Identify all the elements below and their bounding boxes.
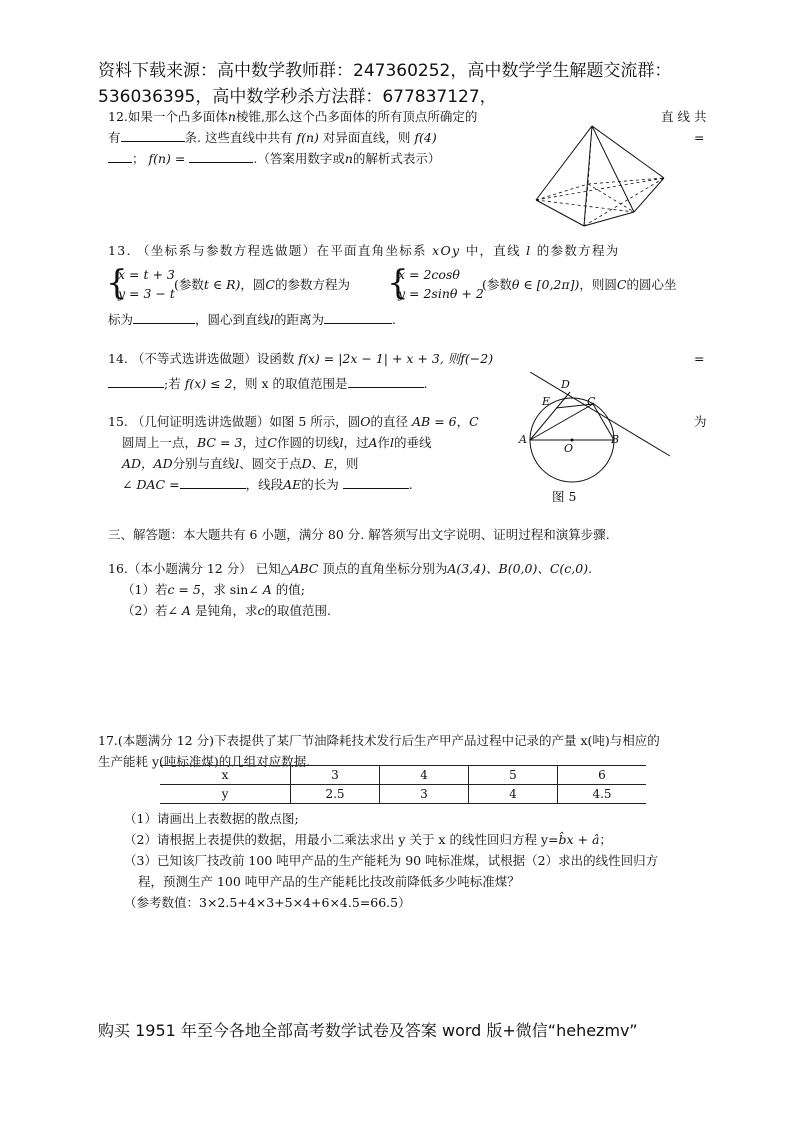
q15-ad: AD，AD xyxy=(122,456,173,471)
q15-text: 作 xyxy=(377,435,391,450)
table-cell: x xyxy=(160,766,291,785)
label-E: E xyxy=(542,395,551,408)
answer-blank[interactable] xyxy=(121,129,185,142)
q15-l: l xyxy=(339,435,344,450)
q15-text: ， xyxy=(456,414,470,429)
q16-points: A(3,4)、B(0,0)、C(c,0). xyxy=(447,561,593,576)
table-row xyxy=(160,766,646,785)
q16-a: A xyxy=(181,603,191,618)
q13-x2-eq: x = 2cosθ xyxy=(398,267,460,282)
q16-text: 的取值范围. xyxy=(264,603,331,618)
q14-text: ;若 xyxy=(164,376,181,391)
data-table xyxy=(160,765,646,804)
q13-l: l xyxy=(526,243,532,258)
answer-blank[interactable] xyxy=(324,311,392,324)
q16-a: A xyxy=(262,582,272,597)
q15-text: ，则 xyxy=(333,456,359,471)
q15-text: 、 xyxy=(311,456,325,471)
footer-ad: 购买 1951 年至今各地全部高考数学试卷及答案 word 版+微信“hehezmv” xyxy=(98,1021,638,1040)
q13-text: 13. （坐标系与参数方程选做题）在平面直角坐标系 xyxy=(108,243,427,258)
q15-text: 圆周上一点， xyxy=(122,435,198,450)
question-13 xyxy=(108,240,620,261)
q15-text: 作圆的切线 xyxy=(276,435,340,450)
q12-text: 有 xyxy=(108,130,121,145)
q17-text: 17.(本题满分 12 分)下表提供了某厂节油降耗技术发行后生产甲产品过程中记录的产量 x(吨)与相应的 xyxy=(98,733,660,748)
q17-sub-3-cont: 程，预测生产 100 吨甲产品的生产能耗比技改前降低多少吨标准煤？ xyxy=(138,874,520,889)
q12-n: n xyxy=(227,109,236,124)
table-cell: 6 xyxy=(558,766,647,785)
q17-text: 生产能耗 y(吨标准煤)的几组对应数据. xyxy=(98,754,311,769)
table-cell: 4.5 xyxy=(558,785,647,804)
pyramid-figure xyxy=(530,122,670,232)
q12-f4: f(4) xyxy=(414,130,437,145)
q14-fx2: f(x) ≤ 2 xyxy=(184,376,233,391)
figure-caption: 图 5 xyxy=(552,489,577,504)
q16-c: c xyxy=(257,603,265,618)
q13-text: (参数 xyxy=(174,277,204,292)
q12-text: .（答案用数字或 xyxy=(253,151,345,166)
q16-text: ，求 sin∠ xyxy=(200,582,259,597)
answer-blank[interactable] xyxy=(189,150,253,163)
q13-theta: θ ∈ [0,2π]) xyxy=(511,277,580,292)
q15-text: 的长为 xyxy=(301,477,339,492)
label-C: C xyxy=(587,395,596,408)
q15-text: 、圆交于点 xyxy=(239,456,302,471)
label-B: B xyxy=(611,433,620,446)
q14-text: ，则 x 的取值范围是 xyxy=(232,376,348,391)
circle-figure-5 xyxy=(516,372,676,492)
q17-sub-1: （1）请画出上表数据的散点图; xyxy=(124,811,299,826)
q12-equals: = xyxy=(694,130,705,145)
q15-d: D xyxy=(301,456,312,471)
q16-abc: ABC xyxy=(290,561,319,576)
label-A: A xyxy=(519,433,527,446)
q16-text: 的值; xyxy=(275,582,305,597)
q13-text: 中，直线 xyxy=(465,243,521,258)
table-cell: 4 xyxy=(380,766,469,785)
q12-n: n xyxy=(344,151,353,166)
label-O: O xyxy=(564,442,574,455)
q16-text: 顶点的直角坐标分别为 xyxy=(322,561,448,576)
q15-right-text: 为 xyxy=(694,414,707,429)
q13-text: (参数 xyxy=(482,277,512,292)
q13-y2-eq: y = 2sinθ + 2 xyxy=(398,286,484,301)
q13-xoy: xOy xyxy=(432,243,461,258)
q13-x-eq: x = t + 3 xyxy=(118,267,175,282)
q15-c: C xyxy=(267,435,277,450)
q17-reference: （参考数值：3×2.5+4×3+5×4+6×4.5=66.5） xyxy=(124,895,411,910)
q16-text: 是钝角，求 xyxy=(194,603,258,618)
source-header xyxy=(98,58,718,110)
q15-l: l xyxy=(235,456,240,471)
q17-text: ； xyxy=(599,832,612,847)
q13-l: l xyxy=(270,312,275,327)
answer-blank[interactable] xyxy=(180,476,246,489)
q13-text: 的参数方程为 xyxy=(275,277,351,292)
q15-text: ，线段 xyxy=(245,477,284,492)
q15-dac: DAC xyxy=(136,477,166,492)
q15-text: ，过 xyxy=(343,435,369,450)
q13-text: 标为 xyxy=(108,312,134,327)
q15-text: 的直径 xyxy=(370,414,409,429)
q17-sub-2: （2）请根据上表提供的数据，用最小二乘法求出 y 关于 x 的线性回归方程 y= xyxy=(124,832,559,847)
answer-blank[interactable] xyxy=(108,150,132,163)
q14-text: . xyxy=(423,376,428,391)
q15-text: 的垂线 xyxy=(394,435,432,450)
q13-text: 的参数方程为 xyxy=(536,243,620,258)
q12-text: 的解析式表示） xyxy=(352,151,441,166)
table-cell: 4 xyxy=(469,785,558,804)
section-3-heading: 三、解答题：本大题共有 6 小题，满分 80 分. 解答须写出文字说明、证明过程和演算步骤. xyxy=(108,527,610,542)
q15-text: ，过 xyxy=(242,435,268,450)
q15-bc: BC = 3 xyxy=(197,435,243,450)
q12-text: 条. 这些直线中共有 xyxy=(184,130,293,145)
q12-text: 棱锥,那么这个凸多面体的所有顶点所确定的 xyxy=(235,109,478,124)
brace: { xyxy=(106,263,128,303)
table-cell: 2.5 xyxy=(291,785,380,804)
table-row xyxy=(160,785,646,804)
q16-text: 16.（本小题满分 12 分） 已知△ xyxy=(108,561,291,576)
q15-ae: AE xyxy=(283,477,302,492)
q15-e: E xyxy=(324,456,334,471)
q12-fneq: f(n) = xyxy=(148,151,186,166)
q13-text: 的距离为 xyxy=(274,312,325,327)
q15-o: O xyxy=(360,414,371,429)
q13-text: . xyxy=(392,312,397,327)
header-line-2: 536036395，高中数学秒杀方法群：677837127， xyxy=(98,87,497,107)
q15-text: = xyxy=(169,477,180,492)
q16-text: （1）若 xyxy=(122,582,168,597)
question-16 xyxy=(108,558,592,621)
q15-text: 分别与直线 xyxy=(172,456,236,471)
q15-text: ∠ xyxy=(122,477,133,492)
q12-text: 12.如果一个凸多面体 xyxy=(108,109,228,124)
q15-a: A xyxy=(368,435,378,450)
table-cell: 5 xyxy=(469,766,558,785)
header-line-1: 资料下载来源：高中数学教师群：247360252，高中数学学生解题交流群： xyxy=(98,61,672,81)
answer-blank[interactable] xyxy=(343,476,409,489)
q12-right-text: 直 线 共 xyxy=(661,109,707,124)
answer-blank[interactable] xyxy=(108,375,164,388)
q12-text: 对异面直线，则 xyxy=(322,130,411,145)
q15-text: . xyxy=(408,477,413,492)
table-cell: 3 xyxy=(380,785,469,804)
q13-text: ，则圆 xyxy=(579,277,617,292)
table-cell: 3 xyxy=(291,766,380,785)
q17-subquestions xyxy=(124,808,658,913)
q12-text: ； xyxy=(132,151,145,166)
q13-c: C xyxy=(265,277,275,292)
q13-text: 的圆心坐 xyxy=(626,277,677,292)
answer-blank[interactable] xyxy=(348,375,424,388)
q13-line3 xyxy=(108,309,396,330)
q15-l: l xyxy=(390,435,395,450)
q16-text: （2）若∠ xyxy=(122,603,178,618)
answer-blank[interactable] xyxy=(133,311,195,324)
question-15 xyxy=(108,411,518,495)
q13-y-eq: y = 3 − t xyxy=(118,286,175,301)
brace: { xyxy=(387,263,409,303)
q15-c: C xyxy=(469,414,479,429)
q12-fn: f(n) xyxy=(296,130,319,145)
q13-c: C xyxy=(616,277,627,292)
label-D: D xyxy=(561,378,570,391)
table-cell: y xyxy=(160,785,291,804)
q13-tr: t ∈ R) xyxy=(203,277,241,292)
q14-text: 14. （不等式选讲选做题）设函数 xyxy=(108,351,295,366)
q14-equals: = xyxy=(694,351,705,366)
q16-c5: c = 5 xyxy=(167,582,201,597)
question-14 xyxy=(108,348,528,394)
q13-text: ，圆 xyxy=(240,277,266,292)
q13-text: ，圆心到直线 xyxy=(195,312,271,327)
q15-text: 15. （几何证明选讲选做题）如图 5 所示，圆 xyxy=(108,414,361,429)
q13-param-line xyxy=(106,264,716,306)
q17-regression: b̂x + â xyxy=(558,832,600,847)
q17-sub-3: （3）已知该厂技改前 100 吨甲产品的生产能耗为 90 吨标准煤，试根据（2）求出的线性回归方 xyxy=(124,853,659,868)
q15-ab: AB = 6 xyxy=(412,414,457,429)
q14-fx: f(x) = |2x − 1| + x + 3, 则f(−2) xyxy=(298,351,494,366)
